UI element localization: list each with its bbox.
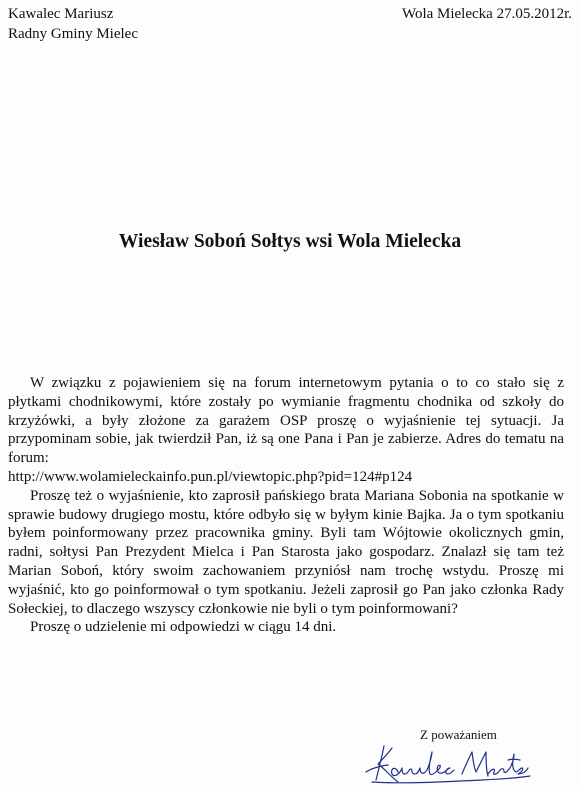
letter-body bbox=[8, 374, 564, 637]
sender-name: Kawalec Mariusz bbox=[8, 6, 114, 22]
body-paragraph-1: W związku z pojawieniem się na forum internetowym pytania o to co stało się z płytkami chodnikowymi, które zostały po wymianie fragmentu chodnika od szkoły do krzyżówki, a były złożone za garażem OSP proszę o wyjaśnienie tej sytuacji. Ja przypominam sobie, jak twierdził Pan, iż są one Pana i Pan je zabierze. Adres do tematu na forum: bbox=[8, 375, 564, 467]
forum-link-text: http://www.wolamieleckainfo.pun.pl/viewtopic.php?pid=124#p124 bbox=[8, 468, 413, 485]
sender-block bbox=[8, 4, 138, 44]
place-and-date: Wola Mielecka 27.05.2012r. bbox=[401, 6, 572, 22]
letter-title: Wiesław Soboń Sołtys wsi Wola Mielecka bbox=[118, 231, 462, 252]
body-paragraph-2: Proszę też o wyjaśnienie, kto zaprosił pańskiego brata Mariana Sobonia na spotkanie w sprawie budowy drugiego mostu, które odbyło się w byłym kinie Bajka. Ja o tym spotkaniu byłem poinformowany przez pracownika gminy. Byli tam Wójtowie okolicznych gmin, radni, sołtysi Pan Prezydent Mielca i Pan Starosta jako gospodarz. Znalazł się tam też Marian Soboń, który swoim zachowaniem przyniósł nam trochę wstydu. Proszę mi wyjaśnić, kto go poinformował o tym spotkaniu. Jeżeli zaprosił go Pan jako członka Rady Sołeckiej, to dlaczego wszyscy członkowie nie byli o tym poinformowani? bbox=[8, 487, 564, 617]
body-paragraph-3: Proszę o udzielenie mi odpowiedzi w ciągu 14 dni. bbox=[30, 619, 337, 636]
sender-role: Radny Gminy Mielec bbox=[8, 26, 138, 42]
handwritten-signature bbox=[362, 738, 532, 788]
signature-drawing bbox=[362, 738, 532, 788]
closing-phrase: Z poważaniem bbox=[420, 727, 497, 742]
